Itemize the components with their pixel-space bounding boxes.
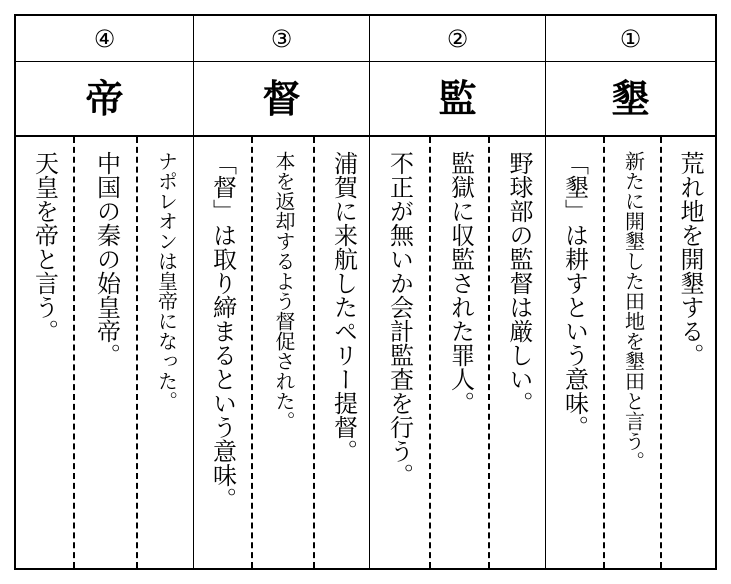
sentence-strip [194,137,251,568]
kanji-character: 督 [262,76,301,121]
vocabulary-worksheet [14,14,717,570]
example-sentence: 中国の秦の始皇帝。 [92,151,121,367]
example-sentence: 荒れ地を開墾する。 [676,151,704,367]
column-number: ② [446,24,469,53]
example-sentence: 天皇を帝と言う。 [30,151,59,343]
sentence-strip [546,137,603,568]
column-number-cell [194,16,369,62]
example-sentence: 不正が無いか会計監査を行う。 [385,151,414,487]
column-4 [16,16,193,568]
example-sentences [16,137,193,568]
column-1 [545,16,715,568]
column-number: ③ [270,24,293,53]
sentence-strip [660,137,718,568]
example-sentences [546,137,715,568]
column-3 [193,16,369,568]
kanji-cell [546,62,715,137]
kanji-cell [16,62,193,137]
example-sentence: 「督」は取り締まるという意味。 [208,151,237,511]
sentence-strip [488,137,548,568]
example-sentence: 「墾」は耕すという意味。 [560,151,589,439]
sentence-strip [16,137,73,568]
sentence-strip [251,137,315,568]
sentence-strip [429,137,490,568]
column-number: ④ [93,24,116,53]
column-2 [369,16,545,568]
sentence-strip [313,137,372,568]
example-sentences [194,137,369,568]
kanji-character: 墾 [611,76,650,121]
kanji-cell [194,62,369,137]
example-sentence: 新たに開墾した田地を墾田と言う。 [621,151,646,471]
column-number-cell [370,16,545,62]
example-sentence: 監獄に収監された罪人。 [446,151,475,415]
example-sentence: 本を返却するよう督促された。 [272,151,296,431]
example-sentences [370,137,545,568]
sentence-strip [603,137,662,568]
sentence-strip [136,137,195,568]
kanji-character: 帝 [85,76,124,121]
kanji-character: 監 [438,76,477,121]
sentence-strip [370,137,429,568]
column-number-cell [546,16,715,62]
sentence-strip [73,137,138,568]
example-sentence: 野球部の監督は厳しい。 [505,151,533,415]
column-number: ① [619,24,642,53]
kanji-cell [370,62,545,137]
example-sentence: 浦賀に来航したペリー提督。 [329,151,358,463]
example-sentence: ナポレオンは皇帝になった。 [154,151,179,411]
column-number-cell [16,16,193,62]
